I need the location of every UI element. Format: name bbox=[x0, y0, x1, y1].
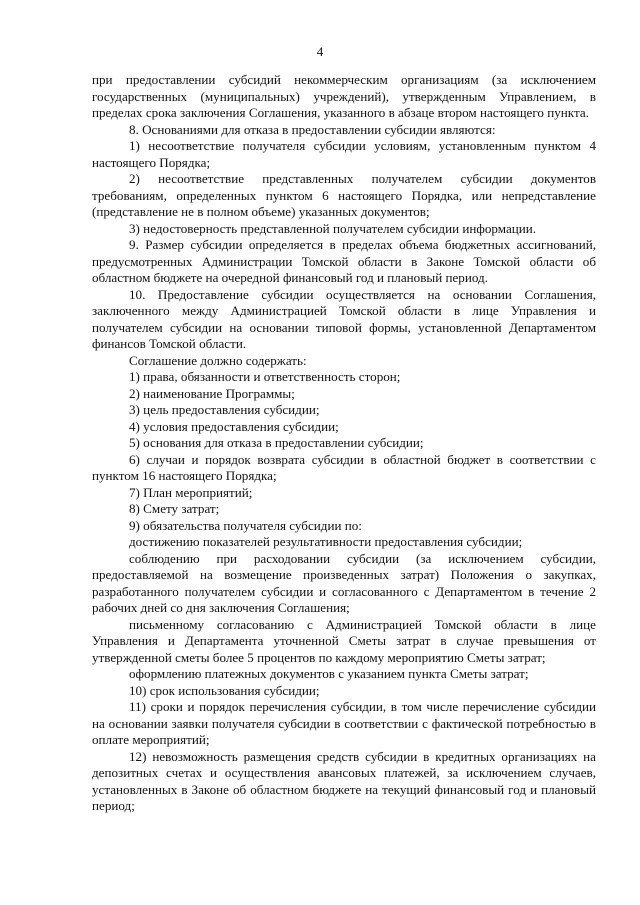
list-item-10-4: 4) условия предоставления субсидии; bbox=[129, 418, 339, 434]
list-item-10-9: 9) обязательства получателя субсидии по: bbox=[129, 517, 362, 533]
paragraph-clause-10: 10. Предоставление субсидии осуществляется на основании Соглашения, заключенного между Администрацией Томской области в лице Управления и получателем субсидии на основании типовой формы, установленной Департаментом финансов Томской области. bbox=[92, 286, 596, 351]
list-item-8-1: 1) несоответствие получателя субсидии условиям, установленным пунктом 4 настоящего Порядка; bbox=[92, 138, 596, 170]
list-item-10-5: 5) основания для отказа в предоставлении субсидии; bbox=[129, 435, 424, 450]
sub-item-payments: оформлению платежных документов с указанием пункта Сметы затрат; bbox=[129, 666, 529, 681]
list-item-10-1: 1) права, обязанности и ответственность сторон; bbox=[129, 369, 401, 384]
list-item-10-6: 6) случаи и порядок возврата субсидии в областной бюджет в соответствии с пунктом 16 настоящего Порядка; bbox=[92, 451, 596, 483]
list-item-10-8: 8) Смету затрат; bbox=[129, 501, 220, 516]
list-item-8-3: 3) недостоверность представленной получателем субсидии информации. bbox=[129, 220, 537, 236]
list-item-10-11: 11) сроки и порядок перечисления субсидии, в том числе перечисление субсидии на основании заявки получателя субсидии в соответствии с фактической потребностью в оплате мероприятий; bbox=[92, 699, 596, 747]
list-item-10-7: 7) План мероприятий; bbox=[129, 484, 253, 500]
list-item-10-12: 12) невозможность размещения средств субсидии в кредитных организациях на депозитных счетах и осуществления авансовых платежей, за исключением случаев, установленных в Законе об областном бюджете на текущий финансовый год и плановый период; bbox=[92, 748, 596, 813]
sub-item-approval: письменному согласованию с Администрацией Томской области в лице Управления и Департамента уточненной Сметы затрат в случае превышения от утвержденной сметы более 5 процентов по каждому мероприятию Сметы затрат; bbox=[92, 616, 596, 665]
paragraph-continuation: при предоставлении субсидий некоммерческим организациям (за исключением государственных (муниципальных) учреждений), утвержденным Управлением, в пределах срока заключения Соглашения, указанного в абзаце втором настоящего пункта. bbox=[92, 72, 596, 120]
sub-item-indicators: достижению показателей результативности предоставления субсидии; bbox=[129, 534, 523, 549]
paragraph-clause-8: 8. Основаниями для отказа в предоставлении субсидии являются: bbox=[129, 121, 496, 137]
list-item-8-2: 2) несоответствие представленных получателем субсидии документов требованиям, определенных пунктом 6 настоящего Порядка, или непредставление (представление не в полном объеме) указанных документов; bbox=[92, 171, 596, 219]
list-item-10-3: 3) цель предоставления субсидии; bbox=[129, 402, 320, 417]
paragraph-agreement-intro: Соглашение должно содержать: bbox=[129, 352, 307, 368]
sub-item-procurement: соблюдению при расходовании субсидии (за исключением субсидии, предоставляемой на возмещение произведенных затрат) Положения о закупках, разработанного получателем субсидии и согласованного с Департаментом в течение 2 рабочих дней со дня заключения Соглашения; bbox=[92, 550, 596, 615]
page-number: 4 bbox=[316, 44, 324, 59]
document-body bbox=[92, 72, 596, 815]
paragraph-clause-9: 9. Размер субсидии определяется в пределах объема бюджетных ассигнований, предусмотренных Администрации Томской области в Законе Томской области об областном бюджете на очередной финансовый год и плановый период. bbox=[92, 237, 596, 285]
list-item-10-10: 10) срок использования субсидии; bbox=[129, 682, 320, 698]
list-item-10-2: 2) наименование Программы; bbox=[129, 385, 295, 401]
